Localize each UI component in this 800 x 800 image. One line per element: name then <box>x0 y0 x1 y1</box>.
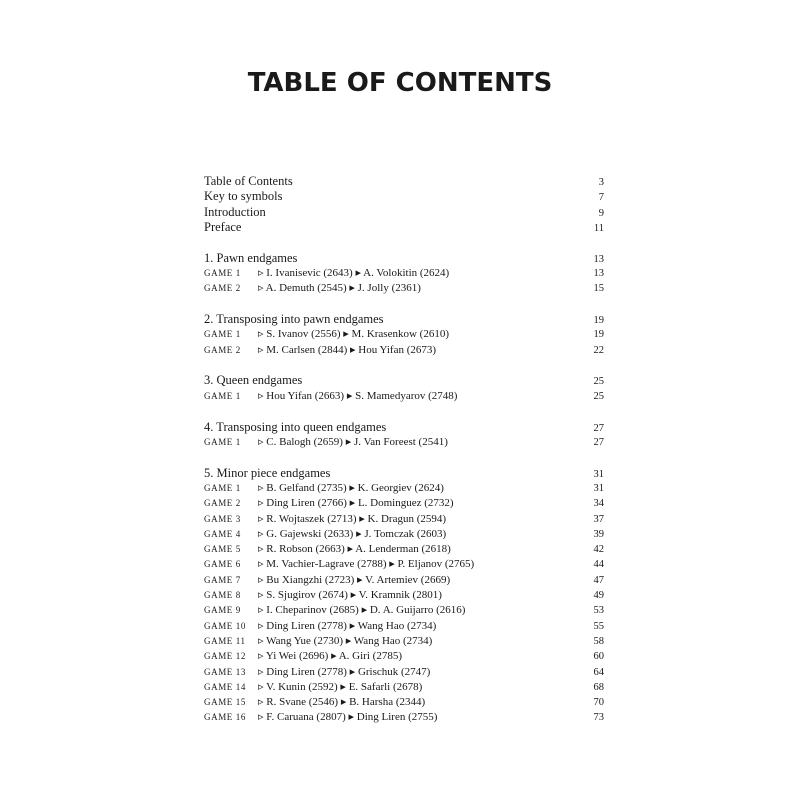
front-matter-list <box>204 174 604 235</box>
chapter-section <box>204 420 604 451</box>
game-players: ▹ Ding Liren (2778) ▸ Wang Hao (2734) <box>258 619 437 632</box>
game-info <box>204 695 425 710</box>
page-number: 70 <box>593 697 604 709</box>
page-number: 25 <box>593 390 604 402</box>
game-info <box>204 680 422 695</box>
game-entry[interactable] <box>204 603 604 618</box>
game-players: ▹ V. Kunin (2592) ▸ E. Safarli (2678) <box>258 680 423 693</box>
game-label: GAME 12 <box>204 651 246 662</box>
game-label: GAME 6 <box>204 559 241 570</box>
page-number: 27 <box>593 436 604 448</box>
chapter-heading[interactable] <box>204 466 604 481</box>
game-info <box>204 281 421 296</box>
game-info <box>204 266 449 281</box>
front-matter-item[interactable] <box>204 174 604 189</box>
front-matter-item[interactable] <box>204 205 604 220</box>
game-entry[interactable] <box>204 481 604 496</box>
page-number: 44 <box>593 559 604 571</box>
game-label: GAME 3 <box>204 513 241 524</box>
front-matter-label: Key to symbols <box>204 189 283 204</box>
game-info <box>204 573 450 588</box>
game-label: GAME 15 <box>204 697 246 708</box>
chapter-section <box>204 373 604 404</box>
game-entry[interactable] <box>204 695 604 710</box>
game-entry[interactable] <box>204 435 604 450</box>
page-number: 9 <box>598 207 604 219</box>
page-number: 25 <box>593 376 604 388</box>
page-number: 27 <box>593 422 604 434</box>
game-players: ▹ Wang Yue (2730) ▸ Wang Hao (2734) <box>258 634 433 647</box>
front-matter-label: Table of Contents <box>204 174 293 188</box>
page-number: 39 <box>593 528 604 540</box>
page-number: 15 <box>593 283 604 295</box>
game-label: GAME 9 <box>204 605 241 616</box>
game-info <box>204 588 442 603</box>
game-players: ▹ I. Cheparinov (2685) ▸ D. A. Guijarro (2616) <box>258 604 466 617</box>
chapter-list <box>204 251 604 726</box>
game-info <box>204 512 446 527</box>
game-label: GAME 2 <box>204 344 241 355</box>
game-info <box>204 649 402 664</box>
chapter-heading[interactable] <box>204 420 604 435</box>
page-number: 37 <box>593 513 604 525</box>
page-number: 34 <box>593 498 604 510</box>
game-players: ▹ R. Wojtaszek (2713) ▸ K. Dragun (2594) <box>258 512 447 525</box>
page-title: TABLE OF CONTENTS <box>247 68 553 98</box>
game-players: ▹ Hou Yifan (2663) ▸ S. Mamedyarov (2748) <box>258 389 458 402</box>
page-number: 7 <box>598 192 604 204</box>
game-label: GAME 11 <box>204 635 246 646</box>
chapter-title: 3. Queen endgames <box>204 373 303 388</box>
game-entry[interactable] <box>204 527 604 542</box>
game-info <box>204 435 448 450</box>
game-players: ▹ Bu Xiangzhi (2723) ▸ V. Artemiev (2669) <box>258 573 451 586</box>
game-info <box>204 665 430 680</box>
game-entry[interactable] <box>204 389 604 404</box>
game-entry[interactable] <box>204 634 604 649</box>
page-number: 73 <box>593 712 604 724</box>
game-entry[interactable] <box>204 327 604 342</box>
game-entry[interactable] <box>204 665 604 680</box>
chapter-title: 1. Pawn endgames <box>204 250 298 265</box>
game-players: ▹ A. Demuth (2545) ▸ J. Jolly (2361) <box>258 282 421 295</box>
page-number: 42 <box>593 544 604 556</box>
game-entry[interactable] <box>204 281 604 296</box>
game-players: ▹ C. Balogh (2659) ▸ J. Van Foreest (2541) <box>258 435 448 448</box>
game-info <box>204 557 474 572</box>
page-number: 19 <box>593 329 604 341</box>
game-players: ▹ R. Svane (2546) ▸ B. Harsha (2344) <box>258 696 426 709</box>
game-entry[interactable] <box>204 557 604 572</box>
chapter-heading[interactable] <box>204 251 604 266</box>
game-entry[interactable] <box>204 573 604 588</box>
game-entry[interactable] <box>204 710 604 725</box>
game-entry[interactable] <box>204 542 604 557</box>
game-label: GAME 1 <box>204 390 241 401</box>
chapter-title: 5. Minor piece endgames <box>204 465 331 480</box>
game-label: GAME 5 <box>204 544 241 555</box>
game-label: GAME 14 <box>204 681 246 692</box>
game-info <box>204 481 444 496</box>
game-entry[interactable] <box>204 649 604 664</box>
game-players: ▹ S. Ivanov (2556) ▸ M. Krasenkow (2610) <box>258 328 449 341</box>
chapter-section <box>204 251 604 297</box>
front-matter-item[interactable] <box>204 189 604 204</box>
game-info <box>204 542 451 557</box>
page-number: 31 <box>593 468 604 480</box>
chapter-heading[interactable] <box>204 373 604 388</box>
front-matter-label: Preface <box>204 219 242 234</box>
page-number: 13 <box>593 267 604 279</box>
game-players: ▹ Yi Wei (2696) ▸ A. Giri (2785) <box>258 650 402 663</box>
game-entry[interactable] <box>204 496 604 511</box>
game-info <box>204 527 446 542</box>
page-number: 31 <box>593 482 604 494</box>
game-players: ▹ S. Sjugirov (2674) ▸ V. Kramnik (2801) <box>258 589 442 602</box>
game-label: GAME 2 <box>204 498 241 509</box>
page-number: 55 <box>593 620 604 632</box>
chapter-title: 2. Transposing into pawn endgames <box>204 312 384 327</box>
front-matter-item[interactable] <box>204 220 604 235</box>
page-number: 68 <box>593 681 604 693</box>
game-label: GAME 1 <box>204 267 241 278</box>
page-number: 13 <box>593 253 604 265</box>
game-info <box>204 619 436 634</box>
page-number: 49 <box>593 590 604 602</box>
game-entry[interactable] <box>204 343 604 358</box>
game-players: ▹ B. Gelfand (2735) ▸ K. Georgiev (2624) <box>258 481 444 494</box>
game-label: GAME 7 <box>204 574 241 585</box>
chapter-heading[interactable] <box>204 312 604 327</box>
game-label: GAME 8 <box>204 590 241 601</box>
game-players: ▹ R. Robson (2663) ▸ A. Lenderman (2618) <box>258 543 451 556</box>
game-players: ▹ I. Ivanisevic (2643) ▸ A. Volokitin (2624) <box>258 266 450 279</box>
game-label: GAME 1 <box>204 436 241 447</box>
game-players: ▹ M. Vachier-Lagrave (2788) ▸ P. Eljanov (2765) <box>258 558 475 571</box>
game-info <box>204 710 437 725</box>
game-label: GAME 10 <box>204 620 246 631</box>
game-info <box>204 389 457 404</box>
game-players: ▹ F. Caruana (2807) ▸ Ding Liren (2755) <box>258 711 438 724</box>
game-players: ▹ Ding Liren (2778) ▸ Grischuk (2747) <box>258 665 431 678</box>
page-number: 53 <box>593 605 604 617</box>
page-number: 19 <box>593 315 604 327</box>
game-entry[interactable] <box>204 266 604 281</box>
game-entry[interactable] <box>204 512 604 527</box>
table-of-contents <box>204 174 604 726</box>
game-info <box>204 496 454 511</box>
game-info <box>204 634 432 649</box>
game-label: GAME 2 <box>204 283 241 294</box>
game-info <box>204 327 449 342</box>
game-players: ▹ Ding Liren (2766) ▸ L. Dominguez (2732) <box>258 497 454 510</box>
game-label: GAME 16 <box>204 712 246 723</box>
page-number: 64 <box>593 666 604 678</box>
page-number: 22 <box>593 344 604 356</box>
game-label: GAME 13 <box>204 666 246 677</box>
game-label: GAME 1 <box>204 329 241 340</box>
game-label: GAME 1 <box>204 482 241 493</box>
game-label: GAME 4 <box>204 528 241 539</box>
page-number: 11 <box>593 222 604 234</box>
page-number: 3 <box>598 177 604 188</box>
game-players: ▹ G. Gajewski (2633) ▸ J. Tomczak (2603) <box>258 527 447 540</box>
game-entry[interactable] <box>204 619 604 634</box>
game-info <box>204 343 436 358</box>
game-info <box>204 603 465 618</box>
chapter-section <box>204 312 604 358</box>
game-players: ▹ M. Carlsen (2844) ▸ Hou Yifan (2673) <box>258 343 437 356</box>
game-entry[interactable] <box>204 588 604 603</box>
page-number: 60 <box>593 651 604 663</box>
chapter-section <box>204 466 604 726</box>
front-matter-label: Introduction <box>204 204 266 219</box>
page-number: 47 <box>593 574 604 586</box>
page-number: 58 <box>593 635 604 647</box>
chapter-title: 4. Transposing into queen endgames <box>204 419 387 434</box>
game-entry[interactable] <box>204 680 604 695</box>
